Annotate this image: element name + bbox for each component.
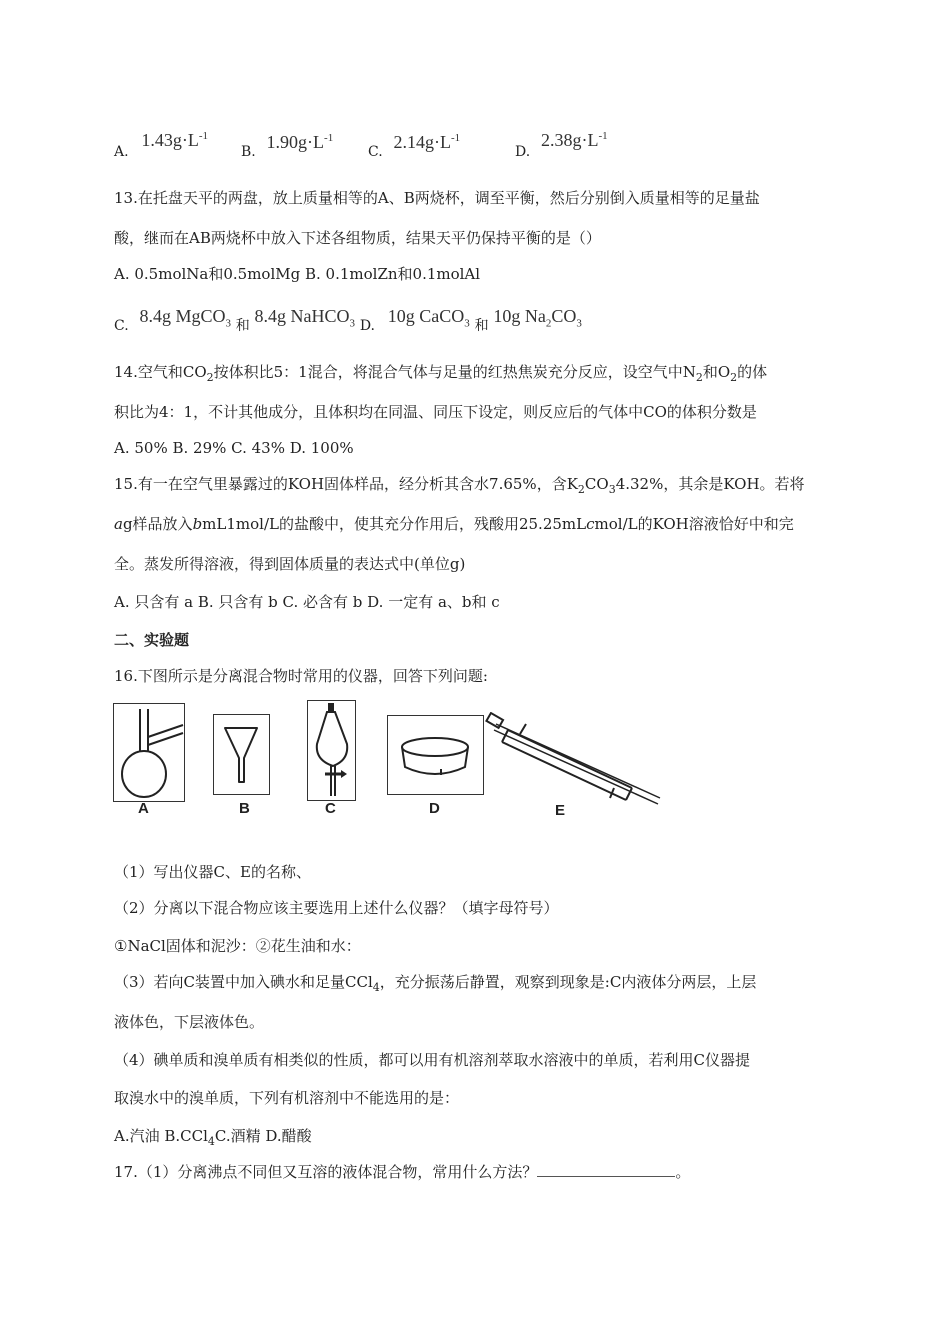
q12-option-c <box>368 132 461 162</box>
q12-option-b <box>241 132 334 162</box>
evaporating-dish-icon <box>387 715 487 797</box>
apparatus-b-label: B <box>239 800 250 817</box>
q17-line-1: 17.（1）分离沸点不同但又互溶的液体混合物，常用什么方法？ 。 <box>114 1163 691 1181</box>
q13-option-c-label: C. <box>114 318 129 334</box>
apparatus-e-label: E <box>555 802 566 819</box>
q13-option-c-formula-2: 8.4g NaHCO$_3$ <box>254 306 356 330</box>
q12-option-a-value: $1.43g\cdot L^{-1}$ <box>141 130 209 150</box>
q12-option-c-label: C. <box>368 144 383 160</box>
flask-icon <box>113 703 188 803</box>
apparatus-d-label: D <box>429 800 440 817</box>
q16-part-2: （2）分离以下混合物应该主要选用上述什么仪器？（填字母符号） <box>114 899 559 917</box>
apparatus-a-label: A <box>138 800 149 817</box>
q12-option-c-value: $2.14g\cdot L^{-1}$ <box>393 132 461 152</box>
condenser-icon <box>482 712 667 807</box>
q14-line-3: A. 50% B. 29% C. 43% D. 100% <box>114 439 354 457</box>
q16-part-1: （1）写出仪器C、E的名称、 <box>114 863 311 881</box>
q16-part-4-line-1: （4）碘单质和溴单质有相类似的性质，都可以用有机溶剂萃取水溶液中的单质，若利用C仪器提 <box>114 1051 751 1069</box>
q15-line-3: 全。蒸发所得溶液，得到固体质量的表达式中(单位g) <box>114 555 466 573</box>
q12-option-b-value: $1.90g\cdot L^{-1}$ <box>266 132 334 152</box>
q12-option-d <box>515 130 608 162</box>
q12-option-b-label: B. <box>241 144 256 160</box>
q13-option-d-label: D. <box>359 318 375 334</box>
q13-and-2: 和 <box>474 318 489 334</box>
q15-line-4: A. 只含有 a B. 只含有 b C. 必含有 b D. 一定有 a、b和 c <box>114 593 500 611</box>
q12-option-a-label: A. <box>114 144 129 160</box>
q12-options <box>114 130 209 162</box>
q13-and-1: 和 <box>235 318 250 334</box>
q13-options-cd <box>114 306 582 334</box>
q16-intro: 16.下图所示是分离混合物时常用的仪器，回答下列问题: <box>114 667 488 685</box>
q15-line-1: 15.有一在空气里暴露过的KOH固体样品，经分析其含水7.65%，含$K_2CO_34.32\%$，其余是KOH。若将 <box>114 475 805 496</box>
q13-option-c-formula-1: 8.4g MgCO$_3$ <box>139 306 231 330</box>
q13-option-d-formula-2: 10g $Na_2CO_3$ <box>493 306 582 330</box>
q16-part-4-line-2: 取溴水中的溴单质，下列有机溶剂中不能选用的是： <box>114 1089 460 1107</box>
q16-part-2-items: ①NaCl固体和泥沙：②花生油和水： <box>114 937 361 955</box>
q13-line-3: A. 0.5molNa和0.5molMg B. 0.1molZn和0.1molAl <box>114 265 481 283</box>
q14-line-2: 积比为4：1，不计其他成分，且体积均在同温、同压下设定，则反应后的气体中CO的体积分数是 <box>114 403 757 421</box>
q12-option-d-value: $2.38g\cdot L^{-1}$ <box>540 130 608 150</box>
q15-line-2: ag样品放入bmL1mol/L的盐酸中，使其充分作用后，残酸用25.25mLcmol/L的KOH溶液恰好中和完 <box>114 515 794 533</box>
answer-blank[interactable] <box>537 1162 675 1177</box>
q12-option-d-label: D. <box>515 144 531 160</box>
funnel-icon <box>213 714 273 798</box>
q14-line-1: 14.空气和$CO_2$按体积比5：1混合，将混合气体与足量的红热焦炭充分反应，设空气中$N_2$和$O_2$的体 <box>114 363 768 384</box>
q16-part-4-options: A.汽油 B.CCl$_4$C.酒精 D.醋酸 <box>114 1127 312 1148</box>
q13-option-d-formula-1: 10g CaCO$_3$ <box>387 306 470 330</box>
section-heading: 二、实验题 <box>114 631 190 649</box>
q16-part-3-line-2: 液体色，下层液体色。 <box>114 1013 265 1031</box>
q13-line-1: 13.在托盘天平的两盘，放上质量相等的A、B两烧杯，调至平衡，然后分别倒入质量相等的足量盐 <box>114 189 760 207</box>
apparatus-c-label: C <box>325 800 336 817</box>
q13-line-2: 酸，继而在AB两烧杯中放入下述各组物质，结果天平仍保持平衡的是（） <box>114 229 601 247</box>
q16-part-3-line-1: （3）若向C装置中加入碘水和足量CCl$_4$，充分振荡后静置，观察到现象是:C内液体分两层，上层 <box>114 973 757 994</box>
separatory-funnel-icon <box>307 700 357 802</box>
